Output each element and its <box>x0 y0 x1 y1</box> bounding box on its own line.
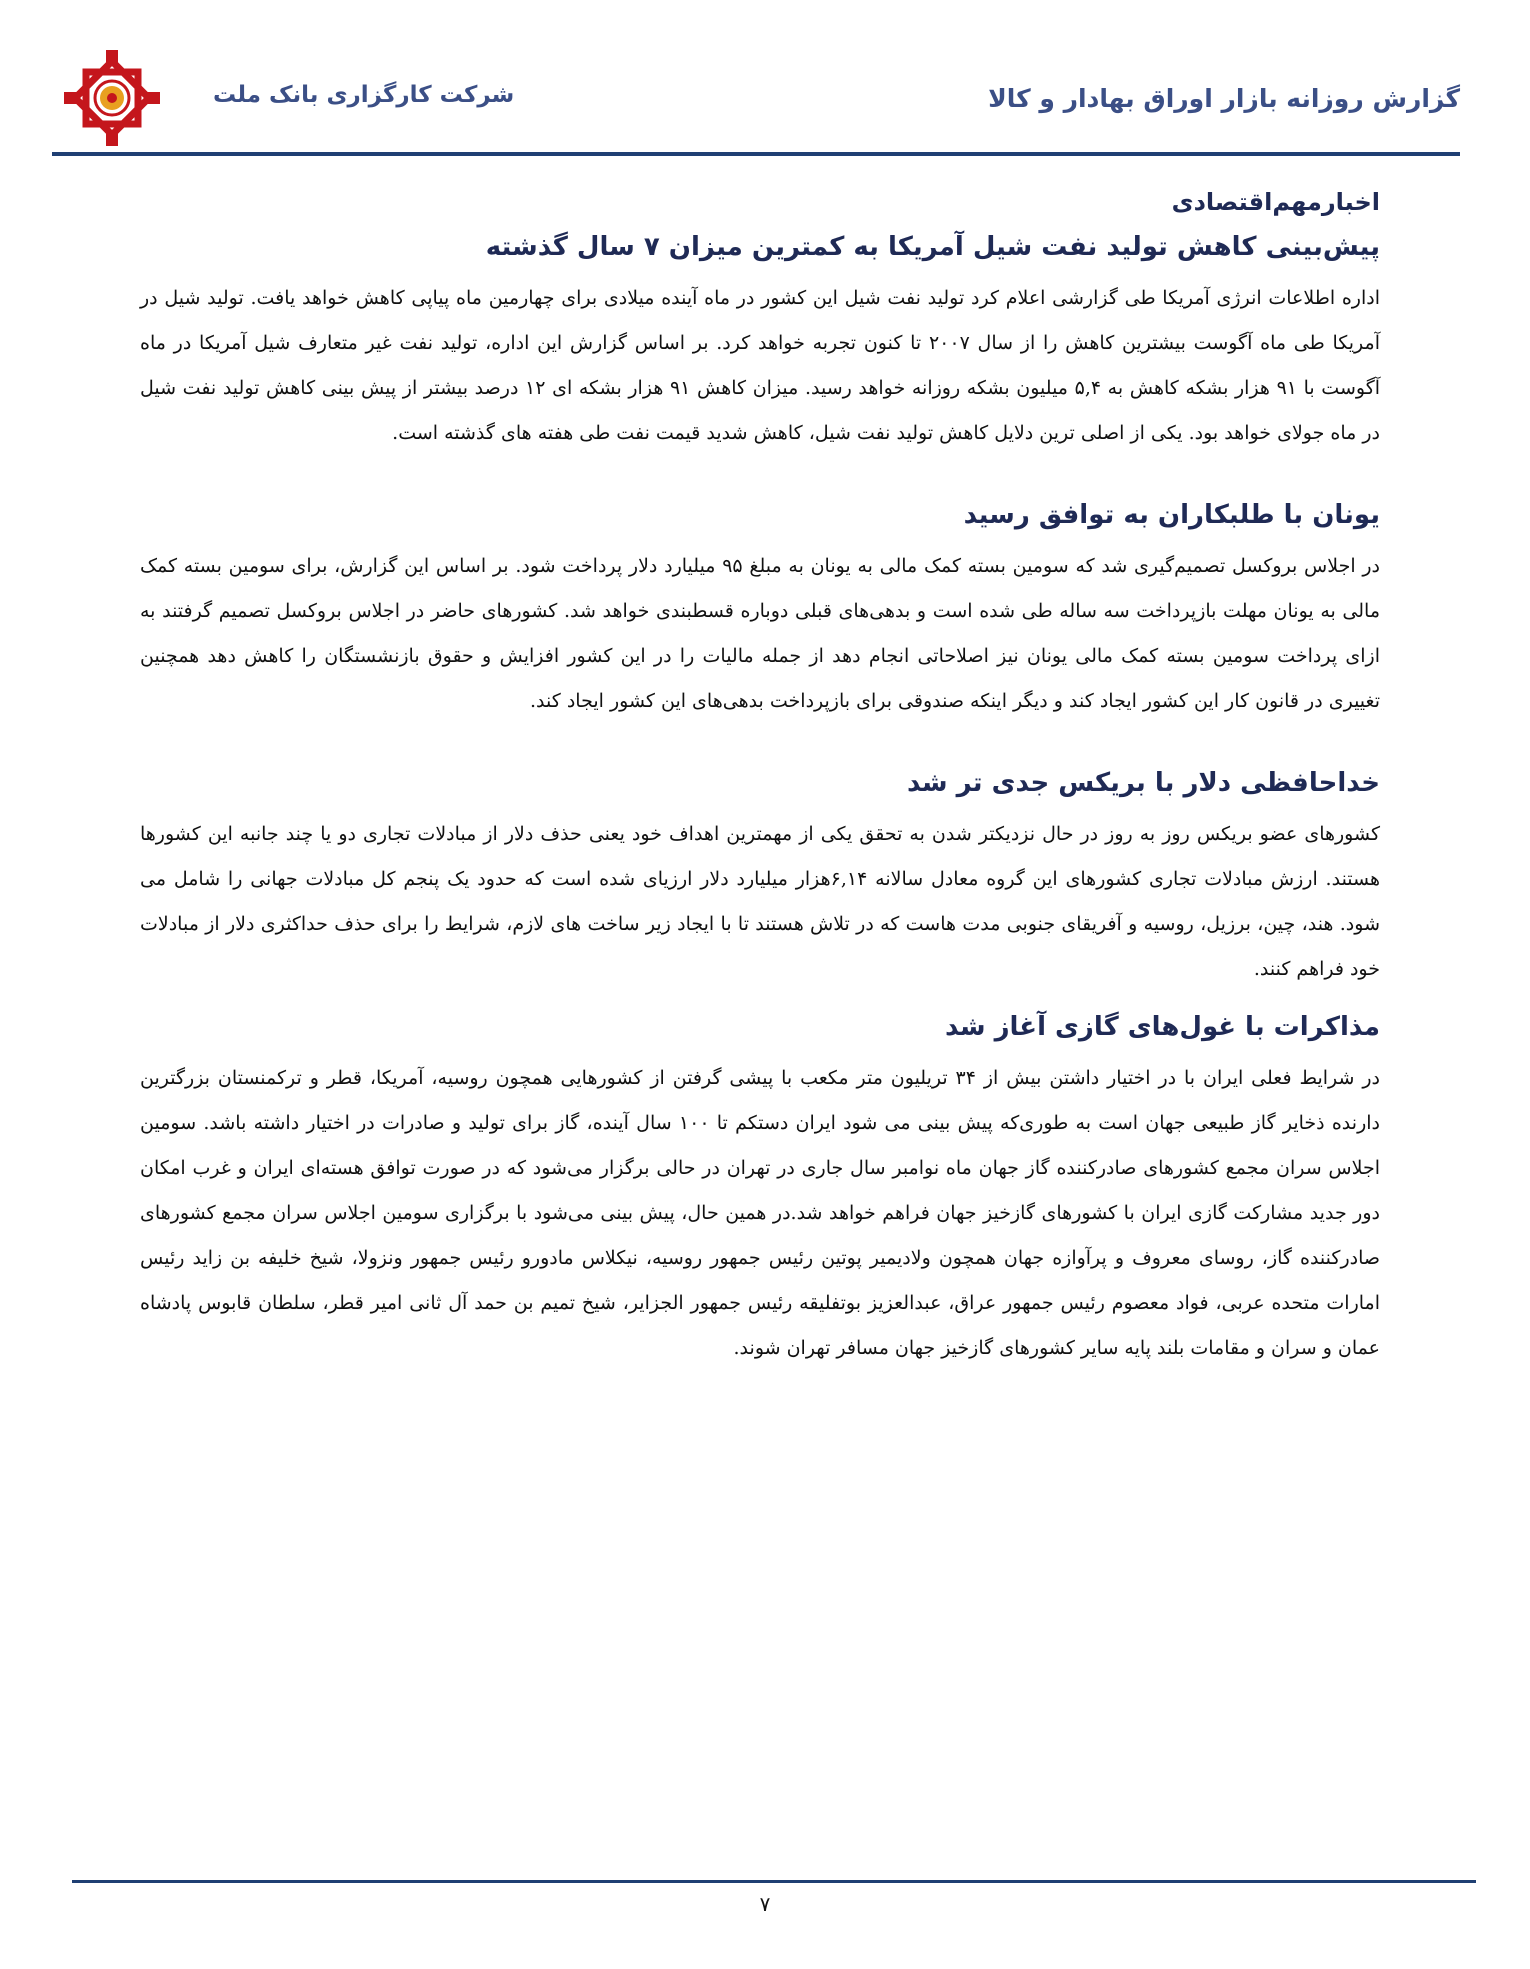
company-name: شرکت کارگزاری بانک ملت <box>213 82 515 108</box>
article-body: کشورهای عضو بریکس روز به روز در حال نزدیکتر شدن به تحقق یکی از مهمترین اهداف خود یعنی حذف دلار از مبادلات تجاری دو یا چند جانبه این کشورها هستند. ارزش مبادلات تجاری کشورهای این گروه معادل سالانه ۶,۱۴هزار میلیارد دلار ارزیای شده است که حدود یک پنجم کل مبادلات جهانی را شامل می شود. هند، چین، برزیل، روسیه و آفریقای جنوبی مدت هاست که در تلاش هستند تا با ایجاد زیر ساخت های لازم، شرایط را برای حذف حداکثری دلار از مبادلات خود فراهم کنند. <box>140 823 1381 980</box>
report-title: گزارش روزانه بازار اوراق بهادار و کالا <box>988 84 1460 113</box>
article-headline: خداحافظی دلار با بریکس جدی تر شد <box>906 768 1380 798</box>
bank-mellat-logo-icon <box>62 48 162 148</box>
header-divider <box>52 152 1460 156</box>
article-headline: پیش‌بینی کاهش تولید نفت شیل آمریکا به کمترین میزان ۷ سال گذشته <box>485 232 1380 262</box>
news-content <box>140 182 1380 1409</box>
article-body: در شرایط فعلی ایران با در اختیار داشتن بیش از ۳۴ تریلیون متر مکعب با پیشی گرفتن از کشورهایی همچون روسیه، آمریکا، قطر و ترکمنستان بزرگترین دارنده ذخایر گاز طبیعی جهان است به طوری‌که پیش بینی می شود ایران دستکم تا ۱۰۰ سال آینده، گاز برای تولید و صادرات در اختیار داشته باشد. سومین اجلاس سران مجمع کشورهای صادرکننده گاز جهان ماه نوامبر سال جاری در تهران در حالی برگزار می‌شود که در صورت توافق هسته‌ای ایران و غرب امکان دور جدید مشارکت گازی ایران با کشورهای گازخیز جهان فراهم خواهد شد.در همین حال، پیش بینی می‌شود با برگزاری سومین اجلاس سران مجمع کشورهای صادرکننده گاز، روسای معروف و پرآوازه جهان همچون ولادیمیر پوتین رئیس جمهور روسیه، نیکلاس مادورو رئیس جمهور ونزولا، شیخ خلیفه بن زاید رئیس امارات متحده عربی، فواد معصوم رئیس جمهور عراق، عبدالعزیز بوتفلیقه رئیس جمهور الجزایر، شیخ تمیم بن حمد آل ثانی امیر قطر، سلطان قابوس پادشاه عمان و سران و مقامات بلند پایه سایر کشورهای گازخیز جهان مسافر تهران شوند. <box>140 1067 1380 1359</box>
news-article <box>140 226 1380 456</box>
news-article <box>140 494 1380 724</box>
article-headline: یونان با طلبکاران به توافق رسید <box>963 500 1380 530</box>
article-body: در اجلاس بروکسل تصمیم‌گیری شد که سومین بسته کمک مالی به یونان به مبلغ ۹۵ میلیارد دلار پرداخت شود. بر اساس این گزارش، برای سومین بسته کمک مالی به یونان مهلت بازپرداخت سه ساله طی شده است و بدهی‌های قبلی دوباره قسطبندی خواهد شد. کشورهای حاضر در اجلاس بروکسل تصمیم گرفتند به ازای پرداخت سومین بسته کمک مالی یونان نیز اصلاحاتی انجام دهد از جمله مالیات را در این کشور افزایش و حقوق بازنشستگان را کاهش دهد همچنین تغییری در قانون کار این کشور ایجاد کند و دیگر اینکه صندوقی برای بازپرداخت بدهی‌های این کشور ایجاد کند. <box>140 555 1380 712</box>
page-header <box>50 40 1460 152</box>
page-number: ۷ <box>759 1892 771 1916</box>
news-article <box>140 1006 1380 1371</box>
news-article <box>140 762 1380 992</box>
article-headline: مذاکرات با غول‌های گازی آغاز شد <box>944 1012 1380 1042</box>
footer-divider <box>72 1880 1476 1883</box>
article-body: اداره اطلاعات انرژی آمریکا طی گزارشی اعلام کرد تولید نفت شیل این کشور در ماه آینده میلادی برای چهارمین ماه پیاپی کاهش خواهد یافت. تولید شیل در آمریکا طی ماه آگوست بیشترین کاهش را از سال ۲۰۰۷ تا کنون تجربه خواهد کرد. بر اساس گزارش این اداره، تولید نفت غیر متعارف شیل آمریکا در ماه آگوست با ۹۱ هزار بشکه کاهش به ۵,۴ میلیون بشکه روزانه خواهد رسید. میزان کاهش ۹۱ هزار بشکه ای ۱۲ درصد بیشتر از پیش بینی کاهش تولید نفت شیل در ماه جولای خواهد بود. یکی از اصلی ترین دلایل کاهش تولید نفت شیل، کاهش شدید قیمت نفت طی هفته های گذشته است. <box>140 287 1381 444</box>
section-label: اخبارمهم‌اقتصادی <box>1171 188 1380 216</box>
